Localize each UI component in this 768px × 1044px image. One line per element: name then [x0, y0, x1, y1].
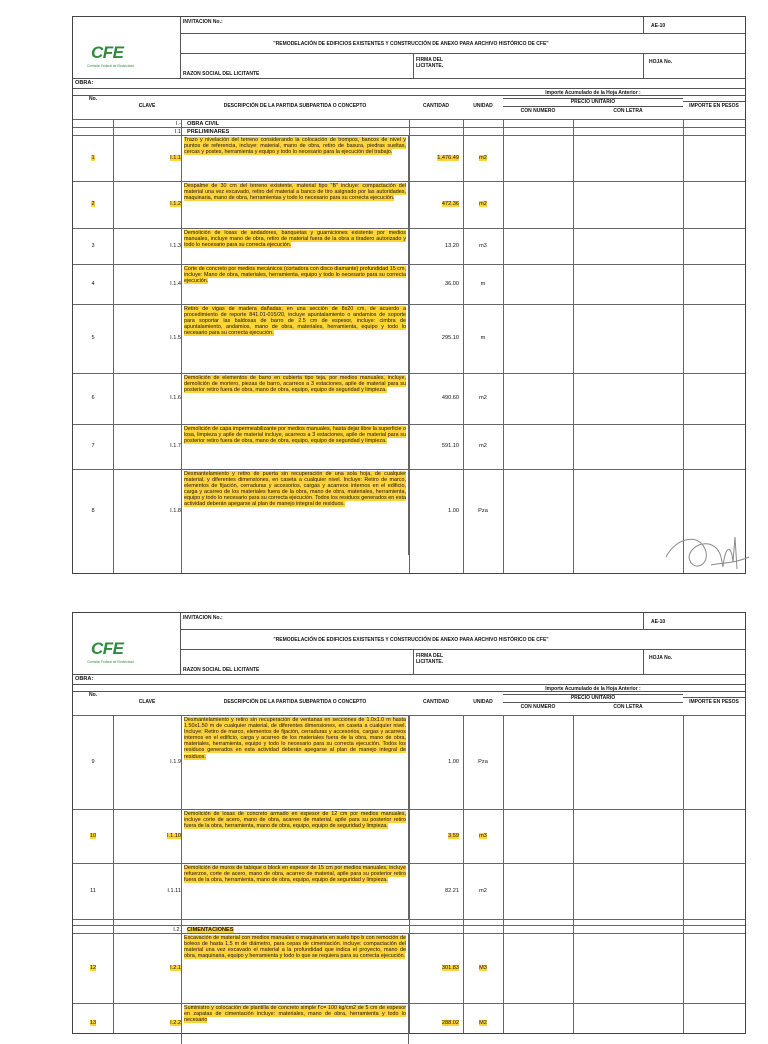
row-unidad: [463, 888, 503, 894]
table-row: [73, 424, 745, 470]
cfe-logo-subtext: Comisión Federal de Electricidad: [87, 64, 134, 68]
row-clave: [113, 243, 181, 249]
row-number-text: 7: [91, 443, 95, 449]
table-row: [73, 715, 745, 810]
row-cantidad: [409, 833, 463, 839]
row-clave: [113, 759, 181, 765]
row-number-text: 2: [91, 201, 95, 207]
row-description-text: Corte de concreto por medios mecánicos (cortadora con disco diamante) profundidad 15 cm, incluye: Mano de obra, materiales, herramienta, equipo y todo lo necesario para su correcta ejecución.: [184, 266, 406, 285]
row-cantidad-text: 301.83: [441, 965, 459, 971]
row-description: [181, 716, 409, 810]
row-unidad: [463, 759, 503, 765]
invitacion-label: INVITACION No.:: [183, 19, 223, 25]
row-cantidad-text: 490.60: [441, 395, 459, 401]
row-unidad-text: M3: [479, 965, 487, 971]
table-row: [73, 304, 745, 374]
con-numero-label: CON NUMERO: [520, 704, 556, 710]
budget-sheet-page-2: [72, 612, 746, 1034]
table-row: [73, 469, 745, 555]
row-description: [181, 810, 409, 864]
signature-image: [661, 527, 751, 577]
row-cantidad: [409, 888, 463, 894]
row-number-text: 6: [91, 395, 95, 401]
row-unidad: [463, 395, 503, 401]
section-clave: I.1: [174, 129, 181, 135]
row-description-text: Demolición de losas de andadores, banquetas y guarniciones existente por medios manuales, incluye mano de obra, retiro de material fuera de la obra a tiradero autorizado y todo lo necesario para su correcta ejecución.: [184, 230, 406, 249]
razon-social-label: RAZON SOCIAL DEL LICITANTE: [183, 667, 260, 673]
row-description: [181, 425, 409, 470]
row-unidad: [463, 155, 503, 161]
row-cantidad: [409, 965, 463, 971]
table-row: [73, 809, 745, 864]
importe-pesos-label: IMPORTE EN PESOS: [689, 103, 739, 109]
row-clave-text: I.1.7: [170, 443, 181, 449]
row-clave: [113, 395, 181, 401]
row-cantidad: [409, 395, 463, 401]
row-description-text: Demolición de capa impermeabilizante por medios manuales, hasta dejar libre la superficie o losa, limpieza y apile de material incluye, acarreos a 3 estaciones, apile de material para su posterior retiro fuera de obra, mano de obra, equipo, equipo de seguridad y limpieza.: [184, 426, 406, 445]
cfe-logo: CFE: [91, 43, 124, 62]
importe-acumulado-label: Importe Acumulado de la Hoja Anterior :: [545, 686, 641, 692]
header-line: [73, 78, 745, 79]
row-cantidad-text: 13.20: [445, 243, 459, 249]
row-cantidad: [409, 508, 463, 514]
col-clave-header: CLAVE: [138, 103, 156, 109]
header-line: [180, 649, 745, 650]
header-line: [503, 702, 683, 703]
row-number: [73, 965, 113, 971]
row-clave-text: I.1.11: [167, 888, 181, 894]
project-title: "REMODELACIÓN DE EDIFICIOS EXISTENTES Y CONSTRUCCIÓN DE ANEXO PARA ARCHIVO HISTÓRICO DE CFE": [273, 41, 549, 47]
row-description: [181, 136, 409, 182]
col-cantidad-header: CANTIDAD: [422, 103, 450, 109]
row-unidad-text: m2: [479, 201, 487, 207]
row-unidad: [463, 335, 503, 341]
row-clave: [113, 888, 181, 894]
obra-label: OBRA:: [75, 676, 94, 682]
row-unidad-text: m2: [479, 395, 487, 401]
ae-code: AE-10: [651, 23, 666, 29]
row-clave: [113, 965, 181, 971]
row-clave-text: I.2.1: [170, 965, 181, 971]
con-letra-label: CON LETRA: [613, 108, 643, 114]
row-cantidad-text: 1,476.49: [437, 155, 459, 161]
section-title-text: OBRA CIVIL: [187, 121, 220, 127]
budget-sheet-page-1: [72, 16, 746, 574]
row-number: [73, 1020, 113, 1026]
row-description: [181, 265, 409, 305]
row-cantidad: [409, 443, 463, 449]
col-desc-header: DESCRIPCIÓN DE LA PARTIDA SUBPARTIDA O CONCEPTO: [223, 103, 367, 109]
row-unidad: [463, 201, 503, 207]
header-line: [73, 674, 745, 675]
row-clave: [113, 833, 181, 839]
firma-label: FIRMA DEL LICITANTE.: [416, 57, 444, 69]
header-divider: [413, 53, 414, 78]
precio-unitario-label: PRECIO UNITARIO: [570, 695, 616, 701]
row-clave: [113, 281, 181, 287]
row-cantidad: [409, 759, 463, 765]
row-number: [73, 243, 113, 249]
cfe-logo-subtext: Comisión Federal de Electricidad: [87, 660, 134, 664]
row-unidad-text: m3: [479, 833, 487, 839]
header-divider: [643, 613, 644, 629]
row-number-text: 9: [91, 759, 95, 765]
row-number-text: 5: [91, 335, 95, 341]
header-line: [180, 53, 745, 54]
row-number: [73, 201, 113, 207]
header-divider: [413, 649, 414, 674]
header-divider: [643, 649, 644, 674]
section-title-text: PRELIMINARES: [187, 129, 230, 135]
row-unidad-text: m: [480, 335, 486, 341]
col-no-header: No.: [88, 692, 98, 698]
row-clave: [113, 335, 181, 341]
row-cantidad: [409, 243, 463, 249]
row-number-text: 1: [91, 155, 95, 161]
row-cantidad-text: 36.00: [445, 281, 459, 287]
row-clave-text: I.1.2: [170, 201, 181, 207]
row-description: [181, 305, 409, 374]
header-line: [503, 694, 683, 695]
row-description: [181, 934, 409, 1004]
col-desc-header: DESCRIPCIÓN DE LA PARTIDA SUBPARTIDA O CONCEPTO: [223, 699, 367, 705]
header-divider: [643, 17, 644, 33]
row-number: [73, 155, 113, 161]
row-cantidad-text: 1.00: [448, 508, 459, 514]
row-number: [73, 508, 113, 514]
col-clave-header: CLAVE: [138, 699, 156, 705]
row-unidad: [463, 1020, 503, 1026]
cfe-logo: CFE: [91, 639, 124, 658]
header-divider: [643, 53, 644, 78]
row-cantidad-text: 472.36: [441, 201, 459, 207]
row-cantidad: [409, 335, 463, 341]
row-description-text: Demolición de muros de tabique o block en espesor de 15 cm por medios manuales, incluye refuerzos, corte de acero, mano de obra, acarreo de material, apile para su posterior retiro fuera de la obra, herramienta, mano de obra, equipo, equipo de seguridad y limpieza.: [184, 865, 406, 884]
header-line: [180, 33, 745, 34]
row-unidad-text: m2: [479, 443, 487, 449]
row-clave: [113, 155, 181, 161]
row-unidad-text: m2: [479, 155, 487, 161]
table-row: [73, 373, 745, 425]
row-number: [73, 443, 113, 449]
row-description: [181, 182, 409, 229]
row-description-text: Excavación de material con medios manuales o maquinaria en suelo tipo b con remoción de boleos de hasta 1.5 m de diámetro, para cepas de cimentación. incluye: compactación del material una vez excavado el material a la profundidad que indica el proyecto, mano de obra, maquinaria, equipo y herramienta y todo lo que se requiera para su correcta ejecución.: [184, 935, 406, 960]
row-clave-text: I.1.5: [170, 335, 181, 341]
section-clave: I.-: [176, 121, 181, 127]
row-cantidad-text: 3.59: [448, 833, 459, 839]
obra-label: OBRA:: [75, 80, 94, 86]
header-divider: [180, 613, 181, 674]
row-description-text: Despalme de 30 cm del terreno existente, material tipo "B" incluye: compactación del material una vez excavado, retiro del material a banco de tiro asignado por las autoridades, maquinaria, mano de obra, herramientas y todo lo necesario para su correcta ejecución.: [184, 183, 406, 202]
row-cantidad-text: 295.10: [441, 335, 459, 341]
row-number: [73, 395, 113, 401]
row-cantidad-text: 288.02: [441, 1020, 459, 1026]
table-row: [73, 264, 745, 305]
row-description: [181, 470, 409, 555]
row-unidad: [463, 965, 503, 971]
header-line: [180, 629, 745, 630]
row-clave-text: I.1.10: [167, 833, 181, 839]
row-number-text: 13: [89, 1020, 97, 1026]
row-clave: [113, 1020, 181, 1026]
header-line: [503, 98, 683, 99]
row-description: [181, 229, 409, 265]
header-divider: [180, 17, 181, 78]
row-clave-text: I.2.2: [170, 1020, 181, 1026]
row-cantidad-text: 82.21: [445, 888, 459, 894]
col-unidad-header: UNIDAD: [473, 699, 493, 705]
row-unidad: [463, 243, 503, 249]
con-letra-label: CON LETRA: [613, 704, 643, 710]
row-cantidad: [409, 281, 463, 287]
row-cantidad: [409, 1020, 463, 1026]
row-unidad-text: m3: [479, 243, 487, 249]
row-number-text: 3: [91, 243, 95, 249]
hoja-label: HOJA No.: [649, 655, 673, 661]
row-number-text: 4: [91, 281, 95, 287]
row-clave: [113, 508, 181, 514]
header-line: [683, 697, 745, 698]
razon-social-label: RAZON SOCIAL DEL LICITANTE: [183, 71, 260, 77]
row-number: [73, 281, 113, 287]
row-unidad: [463, 281, 503, 287]
con-numero-label: CON NUMERO: [520, 108, 556, 114]
table-row: [73, 228, 745, 265]
header-line: [683, 101, 745, 102]
row-description-text: Demolición de elementos de barro en cubierta tipo teja, por medios manuales, incluye, demolición de mortero, piezas de barro, acarreos a 3 estaciones, apile de material para su posterior retiro fuera de obra, mano de obra, equipo, equipo de seguridad y limpieza.: [184, 375, 406, 394]
table-row: [73, 933, 745, 1004]
row-unidad: [463, 508, 503, 514]
row-number-text: 10: [89, 833, 97, 839]
ae-code: AE-10: [651, 619, 666, 625]
row-number: [73, 759, 113, 765]
row-description-text: Desmantelamiento y retiro sin recuperación de ventanas en secciones de 1.0x1.0 m hasta 1.50x1.50 m de cualquier material, de diferentes dimensiones, en caseta a cualquier nivel. Incluye: Retiro de marco, elementos de fijación, cerraduras y accesorios, cargas y acarreos internos en el edificio, carga y acarreo de los materiales fuera de la obra, mano de obra, materiales, herramienta, equipo y todo lo necesario para su correcta ejecución. Todos los residuos generados en esta actividad deberán apegarse al plan de manejo integral de residuos.: [184, 717, 406, 760]
table-row: [73, 863, 745, 920]
project-title: "REMODELACIÓN DE EDIFICIOS EXISTENTES Y CONSTRUCCIÓN DE ANEXO PARA ARCHIVO HISTÓRICO DE CFE": [273, 637, 549, 643]
row-clave-text: I.1.6: [170, 395, 181, 401]
row-clave-text: I.1.1: [170, 155, 181, 161]
section-clave: I.2.: [173, 927, 181, 933]
importe-acumulado-label: Importe Acumulado de la Hoja Anterior :: [545, 90, 641, 96]
row-unidad-text: m: [480, 281, 486, 287]
table-row: [73, 135, 745, 182]
row-unidad: [463, 443, 503, 449]
row-clave-text: I.1.8: [170, 508, 181, 514]
row-cantidad: [409, 201, 463, 207]
hoja-label: HOJA No.: [649, 59, 673, 65]
firma-label: FIRMA DEL LICITANTE.: [416, 653, 444, 665]
section-title-text: CIMENTACIONES: [187, 927, 234, 933]
row-description-text: Desmantelamiento y retiro de puerta sin recuperación de una sola hoja, de cualquier material, y diferentes dimensiones, en caseta a cualquier nivel. Incluye: Retiro de marco, elementos de fijación, cerraduras y accesorios, cargas y acarreos internos en el edificio, carga y acarreo de los materiales fuera de la obra, mano de obra, materiales, herramienta, equipo y todo lo necesario para su correcta ejecución. Todos los residuos generados en esta actividad deberán apegarse al plan de manejo integral de residuos.: [184, 471, 406, 508]
row-description: [181, 374, 409, 425]
row-clave: [113, 443, 181, 449]
table-row: [73, 181, 745, 229]
row-unidad-text: m2: [479, 888, 487, 894]
header-line: [73, 88, 745, 89]
row-number: [73, 335, 113, 341]
row-description-text: Trazo y nivelación del terreno considerando la colocación de trompos, bancos de nivel y puntos de referencia, incluye: material, mano de obra, retiro de basura, piedras sueltas, cercas y postes, herramienta y equipo y todo lo necesario para la ejecución del trabajo.: [184, 137, 406, 156]
row-number-text: 12: [89, 965, 97, 971]
importe-pesos-label: IMPORTE EN PESOS: [689, 699, 739, 705]
col-no-header: No.: [88, 96, 98, 102]
precio-unitario-label: PRECIO UNITARIO: [570, 99, 616, 105]
invitacion-label: INVITACION No.:: [183, 615, 223, 621]
row-number-text: 8: [91, 508, 95, 514]
row-cantidad: [409, 155, 463, 161]
row-unidad: [463, 833, 503, 839]
col-unidad-header: UNIDAD: [473, 103, 493, 109]
row-cantidad-text: 591.10: [441, 443, 459, 449]
row-clave-text: I.1.4: [170, 281, 181, 287]
row-description: [181, 864, 409, 920]
row-cantidad-text: 1.00: [448, 759, 459, 765]
row-clave-text: I.1.3: [170, 243, 181, 249]
row-unidad-text: Pza: [478, 759, 488, 765]
col-cantidad-header: CANTIDAD: [422, 699, 450, 705]
row-number: [73, 888, 113, 894]
row-description-text: Suministro y colocación de plantilla de concreto simple f'c= 100 kg/cm2 de 5 cm de espesor en zapatas de cimentación incluye: materiales, mano de obra, herramienta y todo lo necesario: [184, 1005, 406, 1024]
row-clave-text: I.1.9: [170, 759, 181, 765]
row-description-text: Retiro de vigas de madera dañadas, en una sección de 8x20 cm, de acuerdo a procedimiento de reporte 841.01-015/20, incluye apuntalamiento o andamios de soporte para soportar las baldosas de barro de 2.5 cm de espesor, incluye: cimbra de apuntalamiento, andamios, mano de obra, materiales, herramienta, equipo y todo lo necesario para su correcta ejecución.: [184, 306, 406, 337]
row-description: [181, 1004, 409, 1044]
row-description-text: Demolición de losas de concreto armado en espesor de 12 cm por medios manuales, incluye corte de acero, mano de obra, acarreo de material, apile para su posterior retiro fuera de la obra, herramienta, mano de obra, equipo, equipo de seguridad y limpieza.: [184, 811, 406, 830]
row-number: [73, 833, 113, 839]
row-clave: [113, 201, 181, 207]
header-line: [503, 106, 683, 107]
header-line: [73, 684, 745, 685]
row-unidad-text: Pza: [478, 508, 488, 514]
row-unidad-text: M2: [479, 1020, 487, 1026]
row-number-text: 11: [90, 888, 96, 894]
